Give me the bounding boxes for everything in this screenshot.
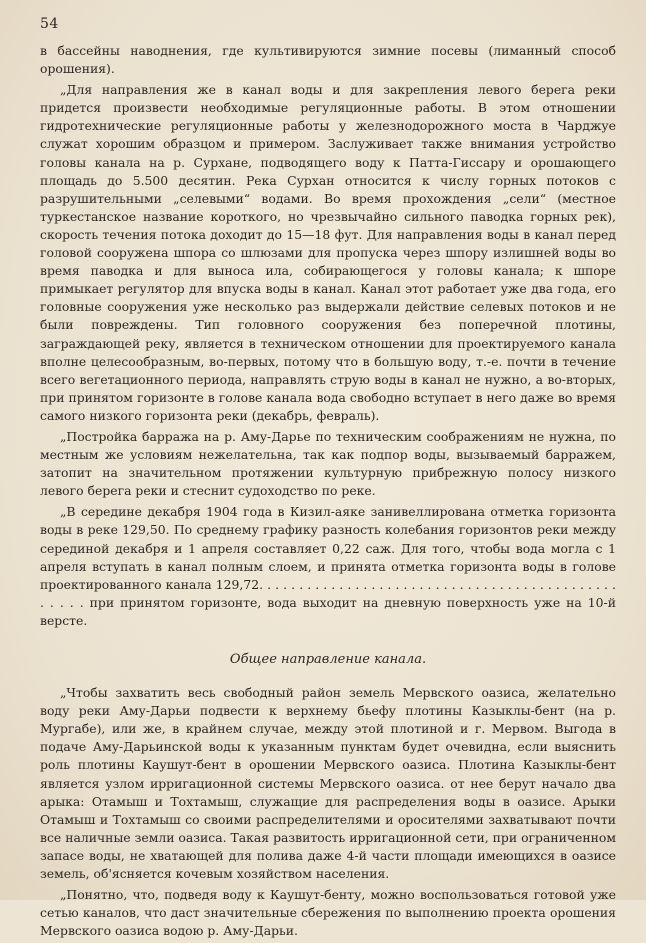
section-title: Общее направление канала. — [229, 652, 427, 667]
paragraph-water-level: „В середине декабря 1904 года в Кизил-аяке занивеллирована отметка горизонта воды в реке 129,50. По среднему графику разность колебания горизонтов реки между серединой декабря и 1 апреля составляет 0,22 саж. Для того, чтобы вода могла с 1 апреля вступать в канал полным слоем, и принята отметка горизонта воды в голове проектированного канала 129,72. . . . . . . . . . . . . . . . . . . . . . . . . . . . . . . . . . . . . . . . . . . . . . . . . . при принятом горизонте, вода выходит на дневную поверхность уже на 10-й версте. — [40, 504, 616, 628]
paragraph-merv-oasis: „Чтобы захватить весь свободный район земель Мервского оазиса, желательно воду реки Аму-Дарьи подвести к верхнему бьефу плотины Казыклы-бент (на р. Мургабе), или же, в крайнем случае, между этой плотиной и г. Мервом. Выгода в подаче Аму-Дарьинской воды к указанным пунктам будет очевидна, если выяснить роль плотины Каушут-бент в орошении Мервского оазиса. Плотина Казыклы-бент является узлом ирригационной системы Мервского оазиса. от нее берут начало два арыка: Отамыш и Тохтамыш, служащие для распределения воды в оазисе. Арыки Отамыш и Тохтамыш со своими распределителями и оросителями захватывают почти все наличные земли оазиса. Такая развитость ирригационной сети, при ограниченном запасе воды, не хватающей для полива даже 4-й части площади имеющихся в оазисе земель, об'ясняется кочевым хозяйством населения. — [40, 685, 616, 882]
paragraph-kaushut-bent: „Понятно, что, подведя воду к Каушут-бенту, можно воспользоваться готовой уже сетью каналов, что даст значительные сбережения по выполнению проекта орошения Мервского оазиса водою р. Аму-Дарьи. — [40, 887, 616, 939]
paragraph-regulation-works: „Для направления же в канал воды и для закрепления левого берега реки придется произвести необходимые регуляционные работы. В этом отношении гидротехнические регуляционные работы у железнодорожного моста в Чарджуе служат хорошим образцом и примером. Заслуживает также внимания устройство головы канала на р. Сурхане, подводящего воду к Патта-Гиссару и орошающего площадь до 5.500 десятин. Река Сурхан относится к числу горных потоков с разрушительными „селевыми“ водами. Во время прохождения „сели“ (местное туркестанское название короткого, но чрезвычайно сильного паводка горных рек), скорость течения потока доходит до 15—18 фут. Для направления воды в канал перед головой сооружена шпора со шлюзами для пропуска через шпору излишней воды во время паводка и для выноса ила, собирающегося у головы канала; к шпоре примыкает регулятор для впуска воды в канал. Канал этот работает уже два года, его головные сооружения уже несколько раз выдержали действие селевых потоков и не были повреждены. Тип головного сооружения без поперечной плотины, заграждающей реку, является в техническом отношении для проектируемого канала вполне целесообразным, во-первых, потому что в большую воду, т.-е. почти в течение всего вегетационного периода, направлять струю воды в канал не нужно, а во-вторых, при принятом горизонте в голове канала вода свободно вступает в него даже во время самого низкого горизонта реки (декабрь, февраль). — [40, 82, 616, 423]
page-number: 54 — [40, 16, 59, 32]
paragraph-continuation: в бассейны наводнения, где культивируются зимние посевы (лиманный способ орошения). — [40, 43, 616, 77]
paragraph-barrage: „Постройка барража на р. Аму-Дарье по техническим соображениям не нужна, по местным же условиям нежелательна, так как подпор воды, вызываемый барражем, затопит на значительном протяжении культурную прибрежную полосу низкого левого берега реки и стеснит судоходство по реке. — [40, 428, 616, 499]
body-text — [40, 42, 616, 943]
